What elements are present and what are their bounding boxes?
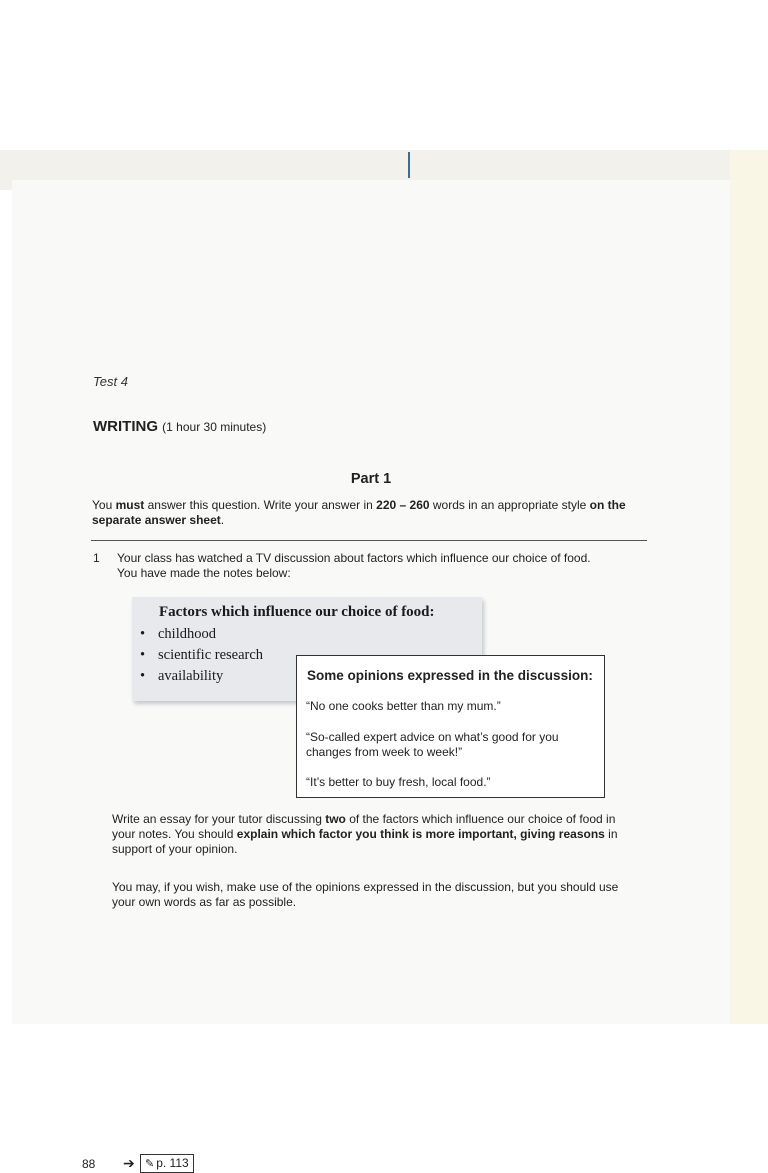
question-number: 1	[93, 551, 100, 565]
question-line: You have made the notes below:	[117, 566, 291, 580]
opinions-box	[296, 655, 605, 798]
notes-title: Factors which influence our choice of food:	[159, 604, 435, 620]
question-line: Your class has watched a TV discussion about factors which influence our choice of food.	[117, 551, 591, 565]
page-number: 88	[82, 1157, 96, 1171]
reference-text: p. 113	[156, 1156, 189, 1170]
bullet-icon: •	[140, 647, 146, 663]
task-emphasis: two	[325, 812, 346, 826]
exam-page	[12, 180, 730, 1171]
section-time: (1 hour 30 minutes)	[162, 420, 267, 434]
section-heading	[93, 418, 266, 435]
instruction-text: words in an appropriate style	[429, 498, 590, 512]
opinion-quote: “No one cooks better than my mum.”	[306, 699, 501, 713]
bullet-icon: •	[140, 668, 146, 684]
instruction-text: answer this question. Write your answer in	[144, 498, 377, 512]
task-text: Write an essay for your tutor discussing	[112, 812, 326, 826]
scan-edge-strip	[730, 150, 768, 1024]
essay-task	[112, 812, 637, 857]
essay-note: You may, if you wish, make use of the opinions expressed in the discussion, but you should use your own words as far as possible.	[112, 880, 619, 909]
note-text: childhood	[158, 626, 216, 642]
opinions-title: Some opinions expressed in the discussion:	[307, 668, 593, 683]
opinion-quote: “So-called expert advice on what’s good for you changes from week to week!”	[306, 730, 559, 759]
instruction-emphasis: on the separate answer sheet	[92, 498, 626, 527]
note-item	[140, 666, 263, 687]
task-text: of the factors which influence our choice of food in your notes. You should	[112, 812, 616, 841]
answer-reference[interactable]	[140, 1154, 194, 1173]
note-text: scientific research	[158, 647, 264, 663]
instruction-emphasis: must	[115, 498, 145, 512]
test-label: Test 4	[93, 374, 128, 389]
part-instruction	[92, 498, 657, 528]
pencil-icon: ✎	[145, 1158, 155, 1170]
section-title: WRITING	[93, 418, 158, 435]
instruction-text: .	[220, 513, 225, 527]
word-count: 220 – 260	[376, 498, 430, 512]
note-text: availability	[158, 668, 224, 684]
notes-list	[140, 624, 263, 687]
note-item	[140, 624, 263, 645]
instruction-text: You	[92, 498, 116, 512]
arrow-right-icon: ➔	[123, 1155, 135, 1171]
task-text: in support of your opinion.	[112, 827, 618, 856]
part-title: Part 1	[350, 471, 392, 487]
opinion-quote: “It’s better to buy fresh, local food.”	[306, 775, 491, 789]
note-item	[140, 645, 263, 666]
bullet-icon: •	[140, 626, 146, 642]
question-text	[117, 551, 637, 581]
guide-mark	[408, 152, 410, 178]
task-emphasis: explain which factor you think is more important, giving reasons	[236, 827, 605, 841]
divider-rule	[91, 540, 647, 541]
